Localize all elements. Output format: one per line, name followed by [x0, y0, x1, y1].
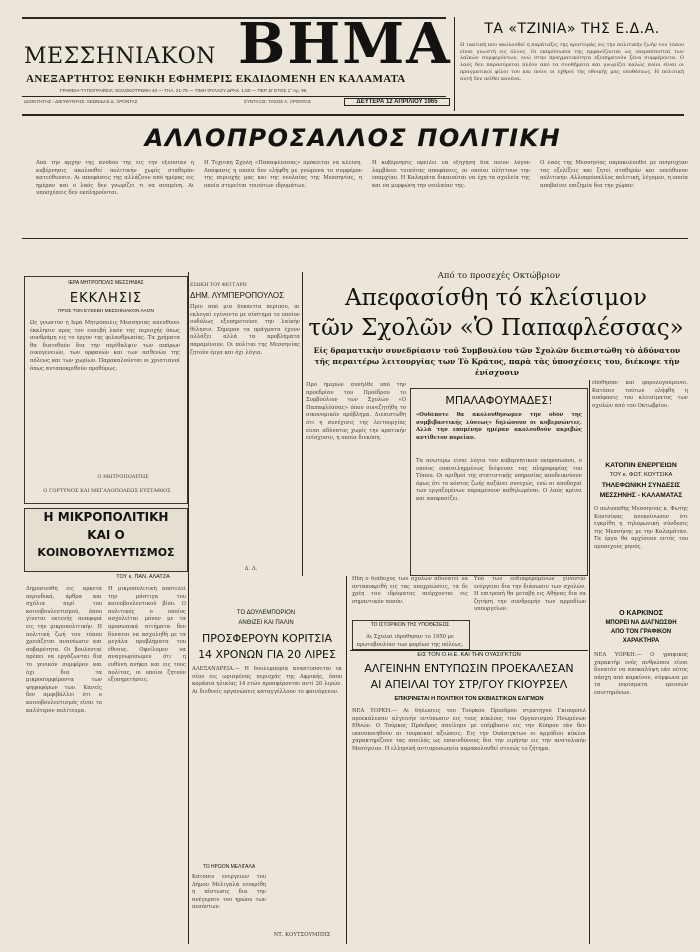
- special-byline: ΔΗΜ. ΛΥΜΠΕΡΟΠΟΥΛΟΣ: [190, 291, 285, 300]
- cancer-text: ΝΕΑ ΥΟΡΚΗ.— Ο γραφικός χαρακτήρ ενός ανθρώπου είναι δυνατόν να αποκαλύψη εάν ούτος πάσχη από καρκίνον, σύμφωνα με τα πορίσματα ερευνών επιστημόνων.: [594, 652, 688, 696]
- main-story-side-text: ἐδόθησαν καί φορολογούμενοι. Κατόπιν τούτων ελήφθη η απόφασις του κλεισίματος των σχολών από του Οκτωβρίου.: [592, 380, 688, 409]
- un-deck: ΕΠΙΚΡΙΝΕΤΑΙ Η ΠΟΛΙΤΙΚΗ ΤΟΝ ΕΚΒΙΑΣΤΙΚΩΝ ΕΛΙΓΜΩΝ: [394, 696, 544, 702]
- church-signature: Ο ΓΟΡΤΥΝΟΣ ΚΑΙ ΜΕΓΑΛΟΠΟΛΕΩΣ ΕΥΣΤΑΘΙΟΣ: [43, 488, 171, 494]
- masthead-info-line: ΓΡΑΦΕΙΑ-ΤΥΠΟΓΡΑΦΕΙΑ: ΚΟΛΟΚΟΤΡΩΝΗ 40 — ΤΗΛ. 21-75 — ΤΙΜΗ ΦΥΛΛΟΥ ΔΡΑΧ. 1,50 — ΠΕΡ. Β' ΕΤΟΣ 1° Αρ. 96: [60, 88, 307, 93]
- slave-trade-kicker: ΤΟ ΔΟΥΛΕΜΠΟΡΙΟΝ: [236, 610, 296, 616]
- cancer-title-2: ΜΠΟΡΕΙ ΝΑ ΔΙΑΓΝΩΣΘΗ: [605, 620, 677, 626]
- micropolitics-title-1: Η ΜΙΚΡΟΠΟΛΙΤΙΚΗ: [43, 510, 169, 524]
- micropolitics-title-3: ΚΟΙΝΟΒΟΥΛΕΥΤΙΣΜΟΣ: [37, 546, 175, 559]
- main-story-deck: Εἰς δραματικὴν συνεδρίασιν τοῦ Συμβουλίου τῶν Σχολῶν διεπιστώθη τὸ ἀδύνατον τῆς περαιτέρω λειτουργίας των Τὸ Κράτος, παρὰ τὰς ὑποσχέσεις του, διέκοψε τὴν ἐνίσχυσιν: [313, 346, 681, 377]
- balafoumades-title: ΜΠΑΛΑΦΟΥΜΑΔΕΣ!: [445, 394, 553, 407]
- church-header: ΙΕΡΑ ΜΗΤΡΟΠΟΛΙΣ ΜΕΣΣΗΝΙΑΣ: [68, 280, 144, 286]
- slave-trade-body: ΑΛΕΞΑΝΔΡΕΙΑ.— Η δουλεμπορία αναπτύσσεται εκ νέου εις ωρισμένας περιοχάς της Αφρικής, όπου κοράσια ηλικίας 14 ετών προσφέρονται αντί 20 λιρών. Αι διεθνείς οργανώσεις καταγγέλλουν το φαινόμενον.: [192, 666, 342, 695]
- cancer-title-4: ΧΑΡΑΚΤΗΡΑ: [622, 638, 660, 644]
- hero-monument-kicker: ΤΟ ΗΡΩΟΝ ΜΕΛΙΓΑΛΑ: [202, 864, 256, 870]
- right-box-title-1: ΚΑΤΟΠΙΝ ΕΝΕΡΓΕΙΩΝ: [605, 462, 677, 469]
- slave-trade-signoff: ΝΤ. ΚΟΥΤΣΟΥΜΠΗΣ: [273, 932, 331, 938]
- balafoumades-lead: «Ουδέποτε θα ακολουθήσωμεν την οδόν της συμβιβαστικής λύσεως» δηλώνουν οι κυβερνώντες. Αλλά την επομένην ημέραν ακολουθούν ακριβώς αντίθετον πορείαν.: [416, 412, 582, 441]
- right-box-title-2: ΤΟΥ κ. ΦΩΤ. ΚΟΥΤΣΙΚΑ: [609, 472, 673, 478]
- hero-monument-text: Κατόπιν ενεργειών του Δήμου Μελιγαλά ενεκρίθη η πίστωσις δια την ανέγερσιν του ηρώου των πεσόντων.: [192, 874, 266, 911]
- main-story-title-1: Απεφασίσθη τό κλείσιμον: [345, 285, 647, 311]
- masthead-founder: ΙΔΙΟΚΤΗΤΗΣ - ΔΙΕΥΘΥΝΤΗΣ: ΛΕΩΝΙΔΑΣ Δ. ΞΡΟΝΤΑΣ: [24, 99, 138, 104]
- un-title-2: ΑΙ ΑΠΕΙΛΑΙ ΤΟΥ ΣΤΡ/ΓΟΥ ΓΚΙΟΥΡΣΕΛ: [370, 678, 568, 691]
- church-title: ΕΚΚΛΗΣΙΣ: [69, 291, 143, 306]
- right-box-title-4: ΜΕΣΣΗΝΗΣ - ΚΑΛΑΜΑΤΑΣ: [599, 492, 683, 499]
- sub-right-body: Υπό των ενδιαφερομένων γίνονται ενέργειαι δια την διάσωσιν των σχολών. Η επιτροπή θα μεταβή εις Αθήνας δια να ζητήση την συνδρομήν των αρμοδίων υπουργείων.: [474, 576, 586, 613]
- right-box-title-3: ΤΗΛΕΦΩΝΙΚΗ ΣΥΝΔΕΣΙΣ: [601, 482, 681, 489]
- top-column-1: Από την αρχήν της ανόδου της εις την εξουσίαν η κυβέρνησις ακολουθεί πολιτικήν χωρίς σταθεράν κατεύθυνσιν. Αι αποφάσεις της αλλάζουν από ημέρας εις ημέραν και ο λαός δεν γνωρίζει τι να αναμένη. Αι υποσχέσεις δεν εκπληρούνται.: [36, 160, 194, 197]
- masthead-editor: ΣΥΝΤΑΞΙΣ: ΤΑΣΟΣ Λ. ΞΡΟΝΤΑΣ: [244, 99, 312, 104]
- micropolitics-title-2: ΚΑΙ Ο: [87, 528, 125, 542]
- editorial-body: Η τακτική που ακολουθεί η παράταξις της αριστεράς εις την πολιτικήν ζωήν του τόπου είναι γνωστή εις όλους. Οι εκπρόσωποί της εμφανίζονται ως υπερασπισταί των λαϊκών συμφερόντων, ενώ στην πραγματικότητα εξυπηρετούν ξένα συμφέροντα. Ο λαός δεν παρασύρεται πλέον από τα συνθήματα και γνωρίζει καλώς ποίοι είναι οι πραγματικοί φίλοι του και ποίοι οι εχθροί της εθνικής μας υποθέσεως. Η πολιτική αυτή δεν πείθει κανένα.: [460, 42, 684, 82]
- slave-trade-title-1: ΠΡΟΣΦΕΡΟΥΝ ΚΟΡΙΤΣΙΑ: [201, 632, 333, 645]
- cancer-title-3: ΑΠΟ ΤΟΝ ΓΡΑΦΙΚΟΝ: [610, 629, 672, 635]
- history-box-title: ΤΟ ΙΣΤΟΡΙΚΟΝ ΤΗΣ ΥΠΟΘΕΣΕΩΣ: [370, 622, 450, 628]
- headline: ΑΛΛΟΠΡΟΣΑΛΛΟΣ ΠΟΛΙΤΙΚΗ: [144, 124, 562, 152]
- masthead-date: ΔΕΥΤΕΡΑ 12 ΑΠΡΙΛΙΟΥ 1965: [344, 98, 450, 106]
- un-title-1: ΑΛΓΕΙΝΗΝ ΕΝΤΥΠΩΣΙΝ ΠΡΟΕΚΑΛΕΣΑΝ: [364, 662, 574, 675]
- cancer-title-1: Ο ΚΑΡΚΙΝΟΣ: [619, 610, 663, 617]
- top-column-4: Ο λαός της Μεσσηνίας παρακολουθεί με ανησυχίαν τας εξελίξεις και ζητεί σταθεράν και υπεύθυνον πολιτικήν. Αλλοπρόσαλλος πολιτική, λέγομεν, η οποία αποβαίνει επιζημία δια την χώραν.: [540, 160, 688, 189]
- top-column-3: Η κυβέρνησις οφείλει να εξηγήση δια ποίον λόγον λαμβάνει τοιαύτας αποφάσεις, αι οποίαι πλήττουν την επαρχίαν. Η Καλαμάτα δικαιούται να έχη τα σχολεία της και να μορφώνη την νεολαίαν της.: [372, 160, 530, 189]
- masthead-small-title: ΜΕΣΣΗΝΙΑΚΟΝ: [24, 44, 216, 69]
- right-box-text: Ο πολυπαθής Μεσσηνίας κ. Φώτης Κουτσίκας ανεκοίνωσεν ότι εγκρίθη η τηλεφωνική σύνδεσις της Μεσσήνης με την Καλαμάταν. Τα έργα θα αρχίσουν εντός του προσεχούς μηνός.: [594, 506, 688, 550]
- masthead-subtitle: ΑΝΕΞΑΡΤΗΤΟΣ ΕΘΝΙΚΗ ΕΦΗΜΕΡΙΣ ΕΚΔΙΔΟΜΕΝΗ ΕΝ ΚΑΛΑΜΑΤΑ: [26, 73, 406, 85]
- main-story-body: Πρό ημερών συνήλθε υπό την προεδρίαν του Προέδρου το Συμβούλιον των Σχολών «Ο Παπαφλέσσας» όπου συνεζητήθη το οικονομικόν πρόβλημα. Διεπιστώθη ότι η συνέχισις της λειτουργίας είναι αδύνατος χωρίς την κρατικήν ενίσχυσιν, η οποία διεκόπη.: [306, 382, 406, 442]
- main-story-title-2: τῶν Σχολῶν «Ὁ Παπαφλέσσας»: [308, 315, 684, 341]
- special-kicker: ΕΙΔΙΚΗ ΤΟΥ ΦΕΓΓΑΡΗ: [190, 283, 247, 288]
- church-body: Ως γνωστόν η Ιερά Μητρόπολις Μεσσηνίας απευθύνει έκκλησιν προς τον ευσεβή λαόν της περιοχής όπως συνδράμη εις το έργον της φιλανθρωπίας. Τα χρήματα θα διατεθούν δια την περίθαλψιν των απόρων οικογενειών, των ορφανών και των ασθενών της πόλεως και των χωρίων. Παρακαλούνται οι χριστιανοί όπως ανταποκριθούν προθύμως.: [30, 320, 180, 372]
- slave-trade-subkicker: ΑΝΘΙΖΕΙ ΚΑΙ ΠΑΛΙΝ: [238, 620, 294, 626]
- micropolitics-byline: ΤΟΥ κ. ΠΑΝ. ΑΛΑΤΖΑ: [116, 574, 170, 580]
- micropolitics-column-2: Η μικροπολιτική αποτελεί την μάστιγα του κοινοβουλευτικού βίου. Ο πολιτικός ο οποίος ασχολείται μόνον με τα προσωπικά αιτήματα δεν δύναται να ασχοληθή με τα μεγάλα προβλήματα του έθνους. Οφείλομεν να αναγνωρίσωμεν ότι η ευθύνη ανήκει και εις τους πολίτας, οι οποίοι ζητούν εξυπηρετήσεις.: [108, 586, 186, 684]
- main-story-kicker: Από το προσεχές Οκτώβριον: [437, 271, 561, 281]
- un-kicker: ΕΙΣ ΤΟΝ Ο.Η.Ε. ΚΑΙ ΤΗΝ ΟΥΑΣΙΓΚΤΩΝ: [417, 652, 521, 658]
- un-body: ΝΕΑ ΥΟΡΚΗ.— Αι δηλώσεις του Τούρκου Προέδρου στρατηγού Γκιουρσέλ προεκάλεσαν αλγεινήν εντύπωσιν εις τους κύκλους του Οργανισμού Ηνωμένων Εθνών. Ο Τούρκος Πρόεδρος απείλησε με επέμβασιν εις την Κύπρον εάν δεν ικανοποιηθούν αι τουρκικαί αξιώσεις. Εις την Ουάσιγκτων οι αρμόδιοι κύκλοι χαρακτηρίζουν τας απειλάς ως επικινδύνους δια την ειρήνην εις την ανατολικήν Μεσόγειον. Η ελληνική αντιπροσωπεία παρακολουθεί στενώς το ζήτημα.: [352, 708, 586, 752]
- slave-trade-title-2: 14 ΧΡΟΝΩΝ ΓΙΑ 20 ΛΙΡΕΣ: [198, 648, 336, 661]
- church-subtitle: ΠΡΟΣ ΤΟΝ ΕΥΣΕΒΗ ΜΕΣΣΗΝΙΑΚΟΝ ΛΑΟΝ: [58, 309, 154, 314]
- church-closing: Ο ΜΗΤΡΟΠΟΛΙΤΗΣ: [97, 474, 149, 480]
- history-box-text: Αι Σχολαί ιδρύθησαν το 1950 με πρωτοβουλίαν των φορέων της πόλεως.: [356, 634, 464, 648]
- micropolitics-column-1: Δημοσιεύθη εις αρκετά περιοδικά, άρθρα και σχόλια περί του κοινοβουλευτισμού, όπου γίνεται εκτενής αναφορά εις την μικροπολιτικήν. Η πολιτική ζωή του τόπου χρειάζεται ανανέωσιν και σοβαρότητα. Οι βουλευταί πρέπει να εργάζωνται δια το γενικόν συμφέρον και όχι δια τα μικροσυμφέροντα των ψηφοφόρων των. Κανείς δεν αμφιβάλλει ότι ο κοινοβουλευτισμός είναι το καλύτερον πολίτευμα.: [26, 586, 102, 714]
- balafoumades-body: Τα ανωτέρω είναι λόγια του κυβερνητικού εκπροσώπου, ο οποίος επανειλημμένως διέψευσε τας πληροφορίας του Τύπου. Οι αριθμοί της στατιστικής υπηρεσίας αποδεικνύουν όμως ότι το κόστος ζωής αυξάνει συνεχώς, ενώ αι αποδοχαί των εργαζομένων παραμένουν καθηλωμέναι. Ο λαός κρίνει και αποφασίζει.: [416, 458, 582, 502]
- special-body: Πρίν από μια δεκαετία περίπου, αι εκλογαί εγένοντο με σύστημα το οποίον ουδόλως εξυπηρετούσε την λαϊκήν θέλησιν. Σήμερον τα πράγματα έχουν αλλάξει αλλά τα προβλήματα παραμένουν. Οι πολίται της Μεσσηνίας ζητούν έργα και όχι λόγια.: [190, 304, 300, 356]
- sub-left-body: Ηδη ο διάδοχος των σχολών αδυνατεί να ανταποκριθή εις τας υποχρεώσεις, τα δε χρέη του ιδρύματος ανέρχονται εις σημαντικόν ποσόν.: [352, 576, 468, 605]
- editorial-title: ΤΑ «ΤΖΙΝΙΑ» ΤΗΣ Ε.Δ.Α.: [484, 21, 660, 37]
- masthead-big-title: ΒΗΜΑ: [238, 11, 452, 77]
- top-column-2: Η Τεχνική Σχολή «Παπαφλέσσας» πρόκειται να κλείση. Απόφασις η οποία δεν ελήφθη με γνώμονα το συμφέρον της περιοχής μας και της νεολαίας της Μεσσηνίας, η οποία στερείται τοιούτων ιδρυμάτων.: [204, 160, 362, 189]
- special-signoff: Δ. Λ.: [244, 566, 258, 572]
